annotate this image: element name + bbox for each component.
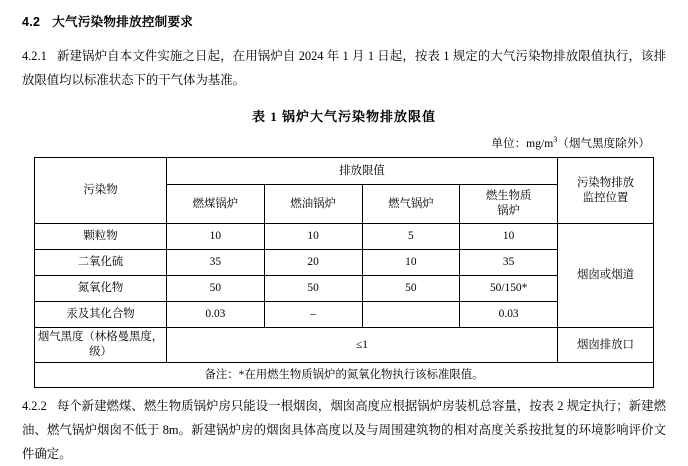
table-header-row-1 bbox=[35, 158, 654, 185]
section-number: 4.2 bbox=[22, 15, 41, 29]
section-heading bbox=[22, 12, 666, 30]
section-title: 大气污染物排放控制要求 bbox=[52, 15, 194, 29]
paragraph-4-2-1 bbox=[22, 44, 666, 92]
cell-oil: 50 bbox=[264, 276, 362, 302]
row-name: 汞及其化合物 bbox=[35, 302, 167, 328]
row-name: 颗粒物 bbox=[35, 224, 167, 250]
row-name-smoke: 烟气黑度（林格曼黑度，级） bbox=[35, 328, 167, 363]
paragraph-label: 4.2.2 bbox=[22, 399, 47, 413]
cell-coal: 0.03 bbox=[167, 302, 265, 328]
cell-biomass: 0.03 bbox=[460, 302, 558, 328]
paragraph-label: 4.2.1 bbox=[22, 49, 47, 63]
paragraph-4-2-2 bbox=[22, 394, 666, 466]
cell-coal: 50 bbox=[167, 276, 265, 302]
cell-gas bbox=[362, 302, 460, 328]
unit-exponent: 3 bbox=[553, 135, 558, 145]
unit-prefix: 单位：mg/m bbox=[491, 137, 554, 150]
cell-biomass: 35 bbox=[460, 250, 558, 276]
table-note-row bbox=[35, 363, 654, 388]
cell-oil: – bbox=[264, 302, 362, 328]
table-unit-note bbox=[22, 135, 650, 151]
header-boiler-biomass-line1: 燃生物质 bbox=[485, 190, 532, 202]
cell-monitor-position: 烟囱或烟道 bbox=[558, 224, 654, 328]
row-name: 二氧化硫 bbox=[35, 250, 167, 276]
emission-limits-table bbox=[34, 157, 654, 388]
cell-gas: 10 bbox=[362, 250, 460, 276]
table-note: 备注：*在用燃生物质锅炉的氮氧化物执行该标准限值。 bbox=[35, 363, 654, 388]
row-name: 氮氧化物 bbox=[35, 276, 167, 302]
header-boiler-biomass bbox=[460, 185, 558, 224]
cell-gas: 5 bbox=[362, 224, 460, 250]
cell-coal: 10 bbox=[167, 224, 265, 250]
table-row bbox=[35, 224, 654, 250]
cell-gas: 50 bbox=[362, 276, 460, 302]
header-boiler-gas: 燃气锅炉 bbox=[362, 185, 460, 224]
cell-oil: 10 bbox=[264, 224, 362, 250]
header-monitor-position bbox=[558, 158, 654, 224]
table-title: 表 1 锅炉大气污染物排放限值 bbox=[251, 109, 436, 124]
cell-smoke-value: ≤1 bbox=[167, 328, 558, 363]
cell-biomass: 50/150* bbox=[460, 276, 558, 302]
header-boiler-biomass-line2: 锅炉 bbox=[497, 205, 521, 217]
header-pollutant: 污染物 bbox=[35, 158, 167, 224]
header-boiler-oil: 燃油锅炉 bbox=[264, 185, 362, 224]
cell-biomass: 10 bbox=[460, 224, 558, 250]
header-monitor-line1: 污染物排放 bbox=[577, 176, 634, 189]
paragraph-text: 新建锅炉自本文件实施之日起，在用锅炉自 2024 年 1 月 1 日起，按表 1 规定的大气污染物排放限值执行，该排放限值均以标准状态下的干气体为基准。 bbox=[22, 49, 666, 87]
table-row-smoke bbox=[35, 328, 654, 363]
header-limits-group: 排放限值 bbox=[167, 158, 558, 185]
cell-coal: 35 bbox=[167, 250, 265, 276]
header-monitor-line2: 监控位置 bbox=[582, 191, 629, 204]
cell-oil: 20 bbox=[264, 250, 362, 276]
unit-suffix: （烟气黑度除外） bbox=[557, 137, 650, 150]
paragraph-text: 每个新建燃煤、燃生物质锅炉房只能设一根烟囱，烟囱高度应根据锅炉房装机总容量，按表 2 规定执行；新建燃油、燃气锅炉烟囱不低于 8m。新建锅炉房的烟囱具体高度以及与周围建筑物的相对高度关系按批复的环境影响评价文件确定。 bbox=[22, 399, 666, 461]
header-boiler-coal: 燃煤锅炉 bbox=[167, 185, 265, 224]
cell-smoke-monitor: 烟囱排放口 bbox=[558, 328, 654, 363]
